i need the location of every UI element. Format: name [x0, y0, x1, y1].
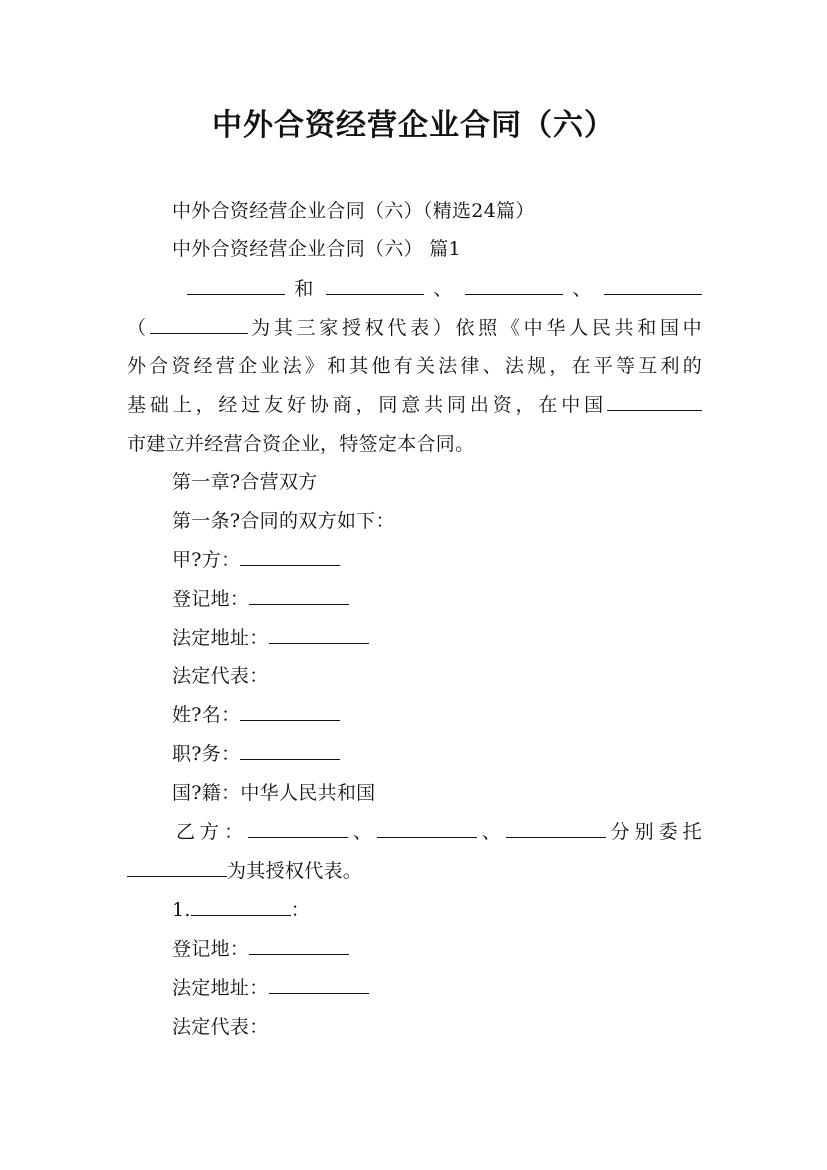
blank-field[interactable]	[240, 735, 340, 760]
body-text: 为其授权代表。	[227, 860, 363, 882]
text-sep: 、	[348, 821, 377, 843]
field-label: 乙方：	[176, 821, 249, 843]
blank-field[interactable]	[377, 813, 477, 838]
document-title: 中外合资经营企业合同（六）	[212, 108, 615, 143]
field-label: 法定地址：	[172, 977, 269, 999]
body-line: 市建立并经营合资企业，特签定本合同。	[127, 433, 475, 455]
blank-field[interactable]	[249, 930, 349, 955]
blank-field[interactable]	[150, 309, 248, 334]
parties-line	[187, 270, 702, 308]
field-line	[172, 619, 702, 657]
field-line: 国?籍：中华人民共和国	[172, 782, 376, 804]
blank-field[interactable]	[240, 696, 340, 721]
field-label: 姓?名：	[172, 704, 241, 726]
field-line: 法定代表：	[172, 1016, 269, 1038]
body-text: 分别委托	[605, 821, 702, 843]
body-line	[127, 309, 702, 347]
text-paren: （	[127, 317, 150, 339]
field-line	[172, 541, 702, 579]
text-sep: 、	[476, 821, 506, 843]
list-number: 1.	[172, 899, 191, 921]
blank-field[interactable]	[249, 580, 349, 605]
body-text: 为其三家授权代表）依照《中华人民共和国中	[247, 317, 702, 339]
text-colon: ：	[290, 899, 311, 921]
blank-field[interactable]	[604, 270, 702, 295]
article-heading: 第一条?合同的双方如下：	[172, 510, 395, 532]
field-label: 登记地：	[172, 938, 250, 960]
field-label: 法定地址：	[172, 627, 269, 649]
blank-field[interactable]	[269, 619, 369, 644]
blank-field[interactable]	[465, 270, 563, 295]
field-label: 登记地：	[172, 588, 250, 610]
text-he: 和	[294, 278, 317, 300]
body-text: 基础上，经过友好协商，同意共同出资，在中国	[127, 394, 607, 416]
blank-field[interactable]	[187, 270, 285, 295]
field-line	[172, 969, 702, 1007]
field-line: 法定代表：	[172, 665, 269, 687]
blank-field[interactable]	[607, 386, 702, 411]
body-line	[127, 852, 702, 890]
text-sep: 、	[433, 278, 456, 300]
section-heading: 中外合资经营企业合同（六） 篇1	[172, 238, 461, 260]
field-label: 甲?方：	[172, 549, 241, 571]
field-line	[172, 696, 702, 734]
body-line	[127, 386, 702, 424]
field-line	[172, 580, 702, 618]
blank-field[interactable]	[127, 852, 227, 877]
field-line	[172, 891, 702, 929]
field-label: 职?务：	[172, 743, 241, 765]
blank-field[interactable]	[240, 541, 340, 566]
text-sep: 、	[572, 278, 595, 300]
blank-field[interactable]	[248, 813, 348, 838]
subtitle-line: 中外合资经营企业合同（六）（精选24篇）	[172, 200, 535, 222]
party-b-line	[176, 813, 702, 851]
body-line: 外合资经营企业法》和其他有关法律、法规，在平等互利的	[127, 355, 702, 377]
field-line	[172, 735, 702, 773]
blank-field[interactable]	[506, 813, 606, 838]
blank-field[interactable]	[269, 969, 369, 994]
blank-field[interactable]	[326, 270, 424, 295]
chapter-heading: 第一章?合营双方	[172, 471, 318, 493]
field-line	[172, 930, 702, 968]
blank-field[interactable]	[191, 891, 291, 916]
